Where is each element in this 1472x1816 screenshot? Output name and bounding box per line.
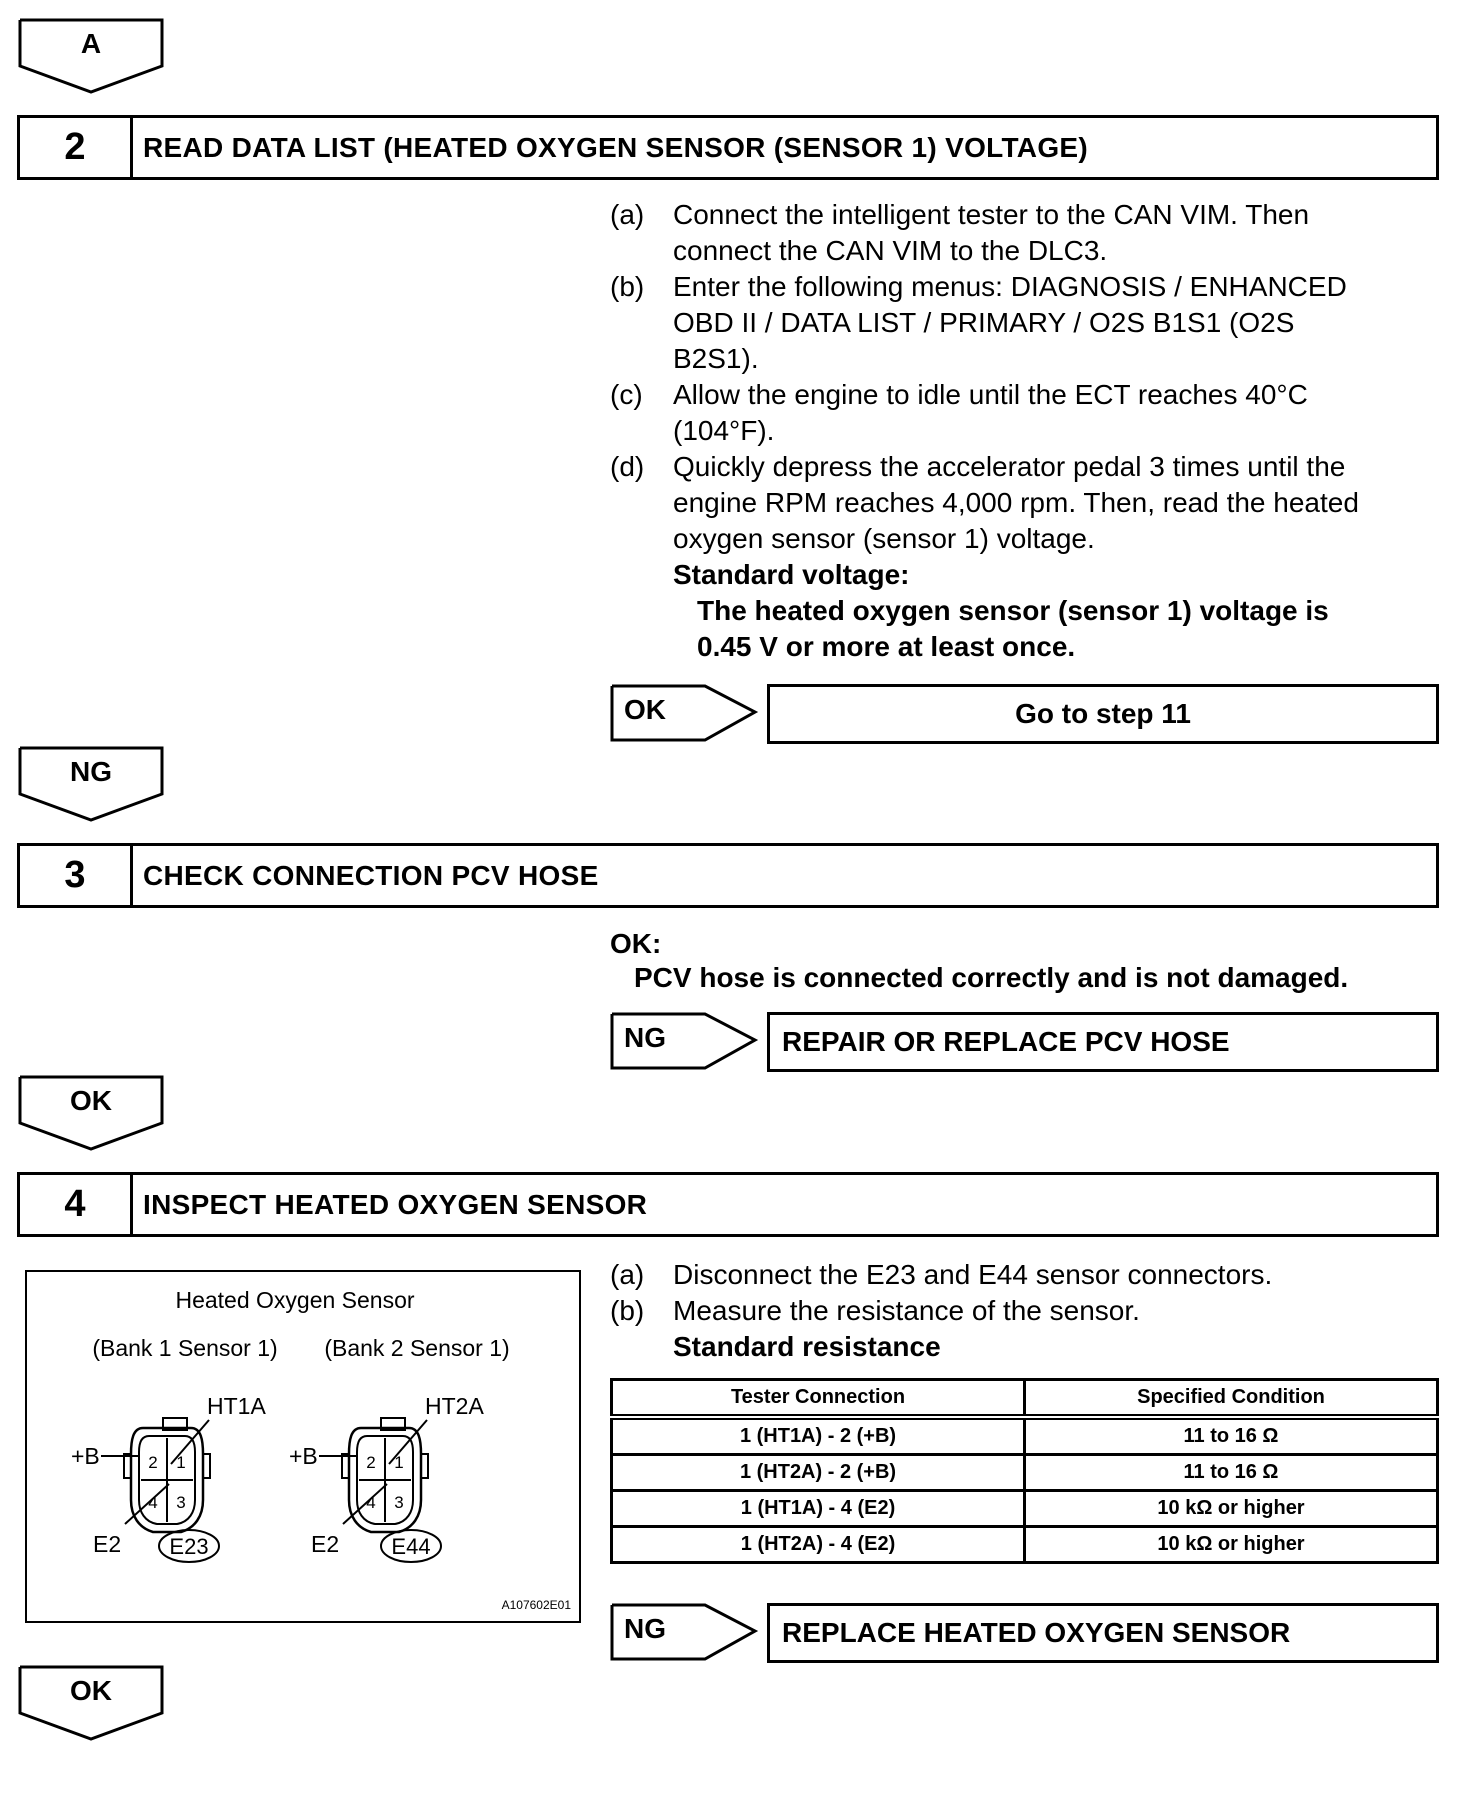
flag-ok-2 [18,1665,164,1741]
ht1a-label: HT1A [207,1393,266,1419]
table-header: Specified Condition [1025,1380,1438,1418]
step-2-ok-tag: OK [610,684,760,744]
step-2-ok-result: Go to step 11 [767,684,1439,744]
table-row [612,1455,1438,1491]
e2-label: E2 [311,1531,340,1557]
step-3-ng-tag: NG [610,1012,760,1072]
step-2-number: 2 [20,118,133,177]
flag-ng [18,746,164,822]
step-2-item-a: (a) Connect the intelligent tester to the CAN VIM. Then connect the CAN VIM to the DLC3. [610,199,1310,266]
table-cell: 10 kΩ or higher [1025,1491,1438,1527]
figure-code: A107602E01 [501,1598,571,1612]
step-2-header [17,115,1439,180]
flag-ok-1 [18,1075,164,1151]
standard-voltage-label: Standard voltage: [673,559,910,590]
step-4-instructions [610,1257,1472,1365]
svg-text:4: 4 [366,1493,376,1512]
svg-text:2: 2 [366,1453,376,1472]
e2-label: E2 [93,1531,122,1557]
step-3-ok-text: PCV hose is connected correctly and is not damaged. [634,962,1349,993]
step-3-header [17,843,1439,908]
step-4-number: 4 [20,1175,133,1234]
svg-text:3: 3 [394,1493,404,1512]
e23-label: E23 [169,1534,209,1559]
step-4-item-b: (b) Measure the resistance of the sensor. Standard resistance [610,1293,1472,1365]
table-row [612,1417,1438,1455]
table-header: Tester Connection [612,1380,1025,1418]
step-2-item-d: (d) Quickly depress the accelerator pedal 3 times until the engine RPM reaches 4,000 rpm. Then, read the heated oxygen sensor (sensor 1) voltage. Standard voltage: The heated oxygen sensor (sensor 1) voltage is 0.45 V or more at least once. [610,449,1472,665]
table-cell: 1 (HT1A) - 4 (E2) [612,1491,1025,1527]
resistance-table [610,1378,1439,1564]
table-header-row [612,1380,1438,1418]
svg-text:4: 4 [148,1493,158,1512]
svg-text:3: 3 [176,1493,186,1512]
table-cell: 1 (HT2A) - 2 (+B) [612,1455,1025,1491]
flag-ng-label: NG [70,756,112,787]
left-caption: (Bank 1 Sensor 1) [92,1335,278,1361]
step-4-ng-result: REPLACE HEATED OXYGEN SENSOR [767,1603,1439,1663]
standard-resistance-label: Standard resistance [673,1331,941,1362]
svg-text:1: 1 [394,1453,404,1472]
connector-diagram [27,1272,579,1621]
svg-text:2: 2 [148,1453,158,1472]
right-caption: (Bank 2 Sensor 1) [324,1335,510,1361]
step-3-ok-label: OK: [610,928,662,959]
step-2-title: READ DATA LIST (HEATED OXYGEN SENSOR (SENSOR 1) VOLTAGE) [143,131,1088,163]
step-4-header [17,1172,1439,1237]
standard-voltage-line-1: The heated oxygen sensor (sensor 1) voltage is [697,595,1329,626]
step-4-item-a: (a) Disconnect the E23 and E44 sensor connectors. [610,1259,1273,1290]
flag-ok-1-label: OK [70,1085,112,1116]
table-cell: 1 (HT1A) - 2 (+B) [612,1417,1025,1455]
flag-a-label: A [80,28,102,59]
table-cell: 11 to 16 Ω [1025,1455,1438,1491]
table-cell: 1 (HT2A) - 4 (E2) [612,1527,1025,1563]
ht2a-label: HT2A [425,1393,484,1419]
svg-text:1: 1 [176,1453,186,1472]
step-2-instructions [610,197,1472,665]
plus-b-label: +B [71,1443,100,1469]
step-2-item-b: (b) Enter the following menus: DIAGNOSIS / ENHANCED OBD II / DATA LIST / PRIMARY / O2S B1S1 (O2S B2S1). [610,271,1347,374]
sensor-illustration [25,1270,581,1623]
step-3-ng-result: REPAIR OR REPLACE PCV HOSE [767,1012,1439,1072]
flag-a [18,18,164,94]
step-4-title: INSPECT HEATED OXYGEN SENSOR [143,1188,648,1220]
step-3-number: 3 [20,846,133,905]
step-2-item-c: (c) Allow the engine to idle until the ECT reaches 40°C (104°F). [610,379,1308,446]
table-cell: 10 kΩ or higher [1025,1527,1438,1563]
e44-label: E44 [391,1534,431,1559]
plus-b-label: +B [289,1443,318,1469]
diagram-title: Heated Oxygen Sensor [175,1287,415,1313]
table-row [612,1527,1438,1563]
step-4-ng-tag: NG [610,1603,760,1663]
table-row [612,1491,1438,1527]
table-cell: 11 to 16 Ω [1025,1417,1438,1455]
flag-ok-2-label: OK [70,1675,112,1706]
step-3-title: CHECK CONNECTION PCV HOSE [143,859,599,891]
standard-voltage-line-2: 0.45 V or more at least once. [697,631,1076,662]
